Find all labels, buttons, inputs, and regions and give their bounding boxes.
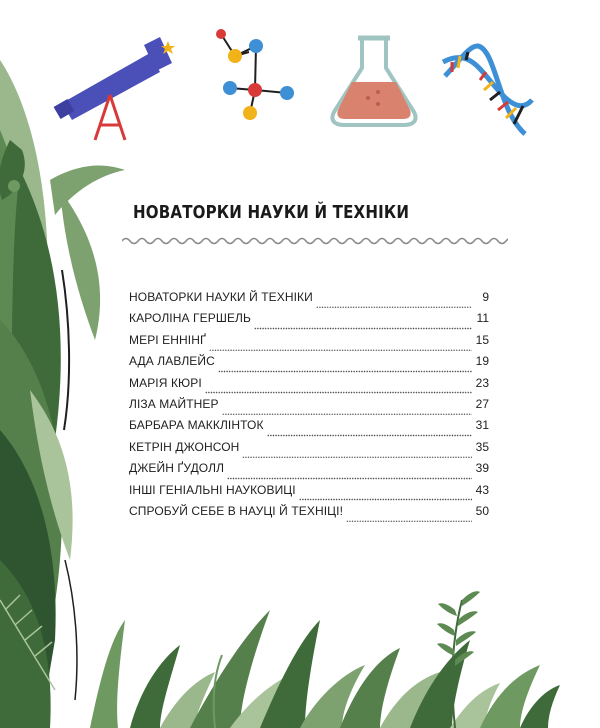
toc-dot-leader	[346, 513, 472, 522]
toc-entry[interactable]	[129, 440, 489, 461]
toc-entry[interactable]	[129, 311, 489, 332]
toc-entry-title: СПРОБУЙ СЕБЕ В НАУЦІ Й ТЕХНІЦІ!	[129, 503, 344, 518]
toc-entry[interactable]	[129, 333, 489, 354]
toc-page-number: 31	[475, 418, 489, 433]
toc-page-number: 11	[476, 311, 489, 326]
toc-entry[interactable]	[129, 376, 489, 397]
toc-entry-title: КАРОЛІНА ГЕРШЕЛЬ	[129, 311, 252, 326]
telescope-icon	[54, 37, 175, 140]
toc-page-number: 43	[475, 482, 489, 497]
toc-dot-leader	[299, 492, 472, 501]
toc-dot-leader	[209, 342, 472, 351]
toc-entry[interactable]	[129, 504, 489, 525]
toc-dot-leader	[227, 471, 472, 480]
toc-page-number: 35	[475, 439, 489, 454]
flask-icon	[332, 38, 415, 125]
toc-entry-title: КЕТРІН ДЖОНСОН	[129, 439, 240, 454]
toc-page-number: 39	[475, 461, 489, 476]
table-of-contents	[129, 290, 489, 525]
toc-page-number: 27	[475, 396, 489, 411]
toc-entry-title: МЕРІ ЕННІНҐ	[129, 332, 206, 347]
page-title: НОВАТОРКИ НАУКИ Й ТЕХНІКИ	[133, 203, 410, 223]
science-icons	[0, 0, 600, 160]
toc-dot-leader	[218, 364, 472, 373]
toc-dot-leader	[254, 321, 472, 330]
toc-dot-leader	[205, 385, 472, 394]
toc-entry-title: НОВАТОРКИ НАУКИ Й ТЕХНІКИ	[129, 290, 313, 304]
toc-entry-title: МАРІЯ КЮРІ	[129, 375, 202, 390]
toc-page-number: 19	[475, 354, 489, 369]
molecule-icon	[216, 29, 294, 120]
toc-dot-leader	[267, 428, 472, 437]
toc-entry-title: БАРБАРА МАККЛІНТОК	[129, 418, 264, 433]
toc-dot-leader	[222, 406, 472, 415]
toc-page-number: 15	[475, 332, 489, 347]
toc-entry-title: ЛІЗА МАЙТНЕР	[129, 396, 219, 411]
toc-entry[interactable]	[129, 461, 489, 482]
toc-entry-title: ДЖЕЙН ҐУДОЛЛ	[129, 461, 225, 476]
toc-dot-leader	[242, 449, 472, 458]
dna-icon	[443, 46, 532, 134]
toc-entry[interactable]	[129, 290, 489, 311]
toc-entry[interactable]	[129, 483, 489, 504]
toc-entry-title: ІНШІ ГЕНІАЛЬНІ НАУКОВИЦІ	[129, 482, 296, 497]
toc-entry[interactable]	[129, 354, 489, 375]
wavy-divider	[122, 234, 508, 248]
toc-entry[interactable]	[129, 397, 489, 418]
toc-dot-leader	[316, 299, 472, 308]
toc-page-number: 9	[482, 290, 489, 304]
toc-entry[interactable]	[129, 418, 489, 439]
toc-entry-title: АДА ЛАВЛЕЙС	[129, 354, 215, 369]
toc-page-number: 50	[475, 503, 489, 518]
toc-page-number: 23	[475, 375, 489, 390]
